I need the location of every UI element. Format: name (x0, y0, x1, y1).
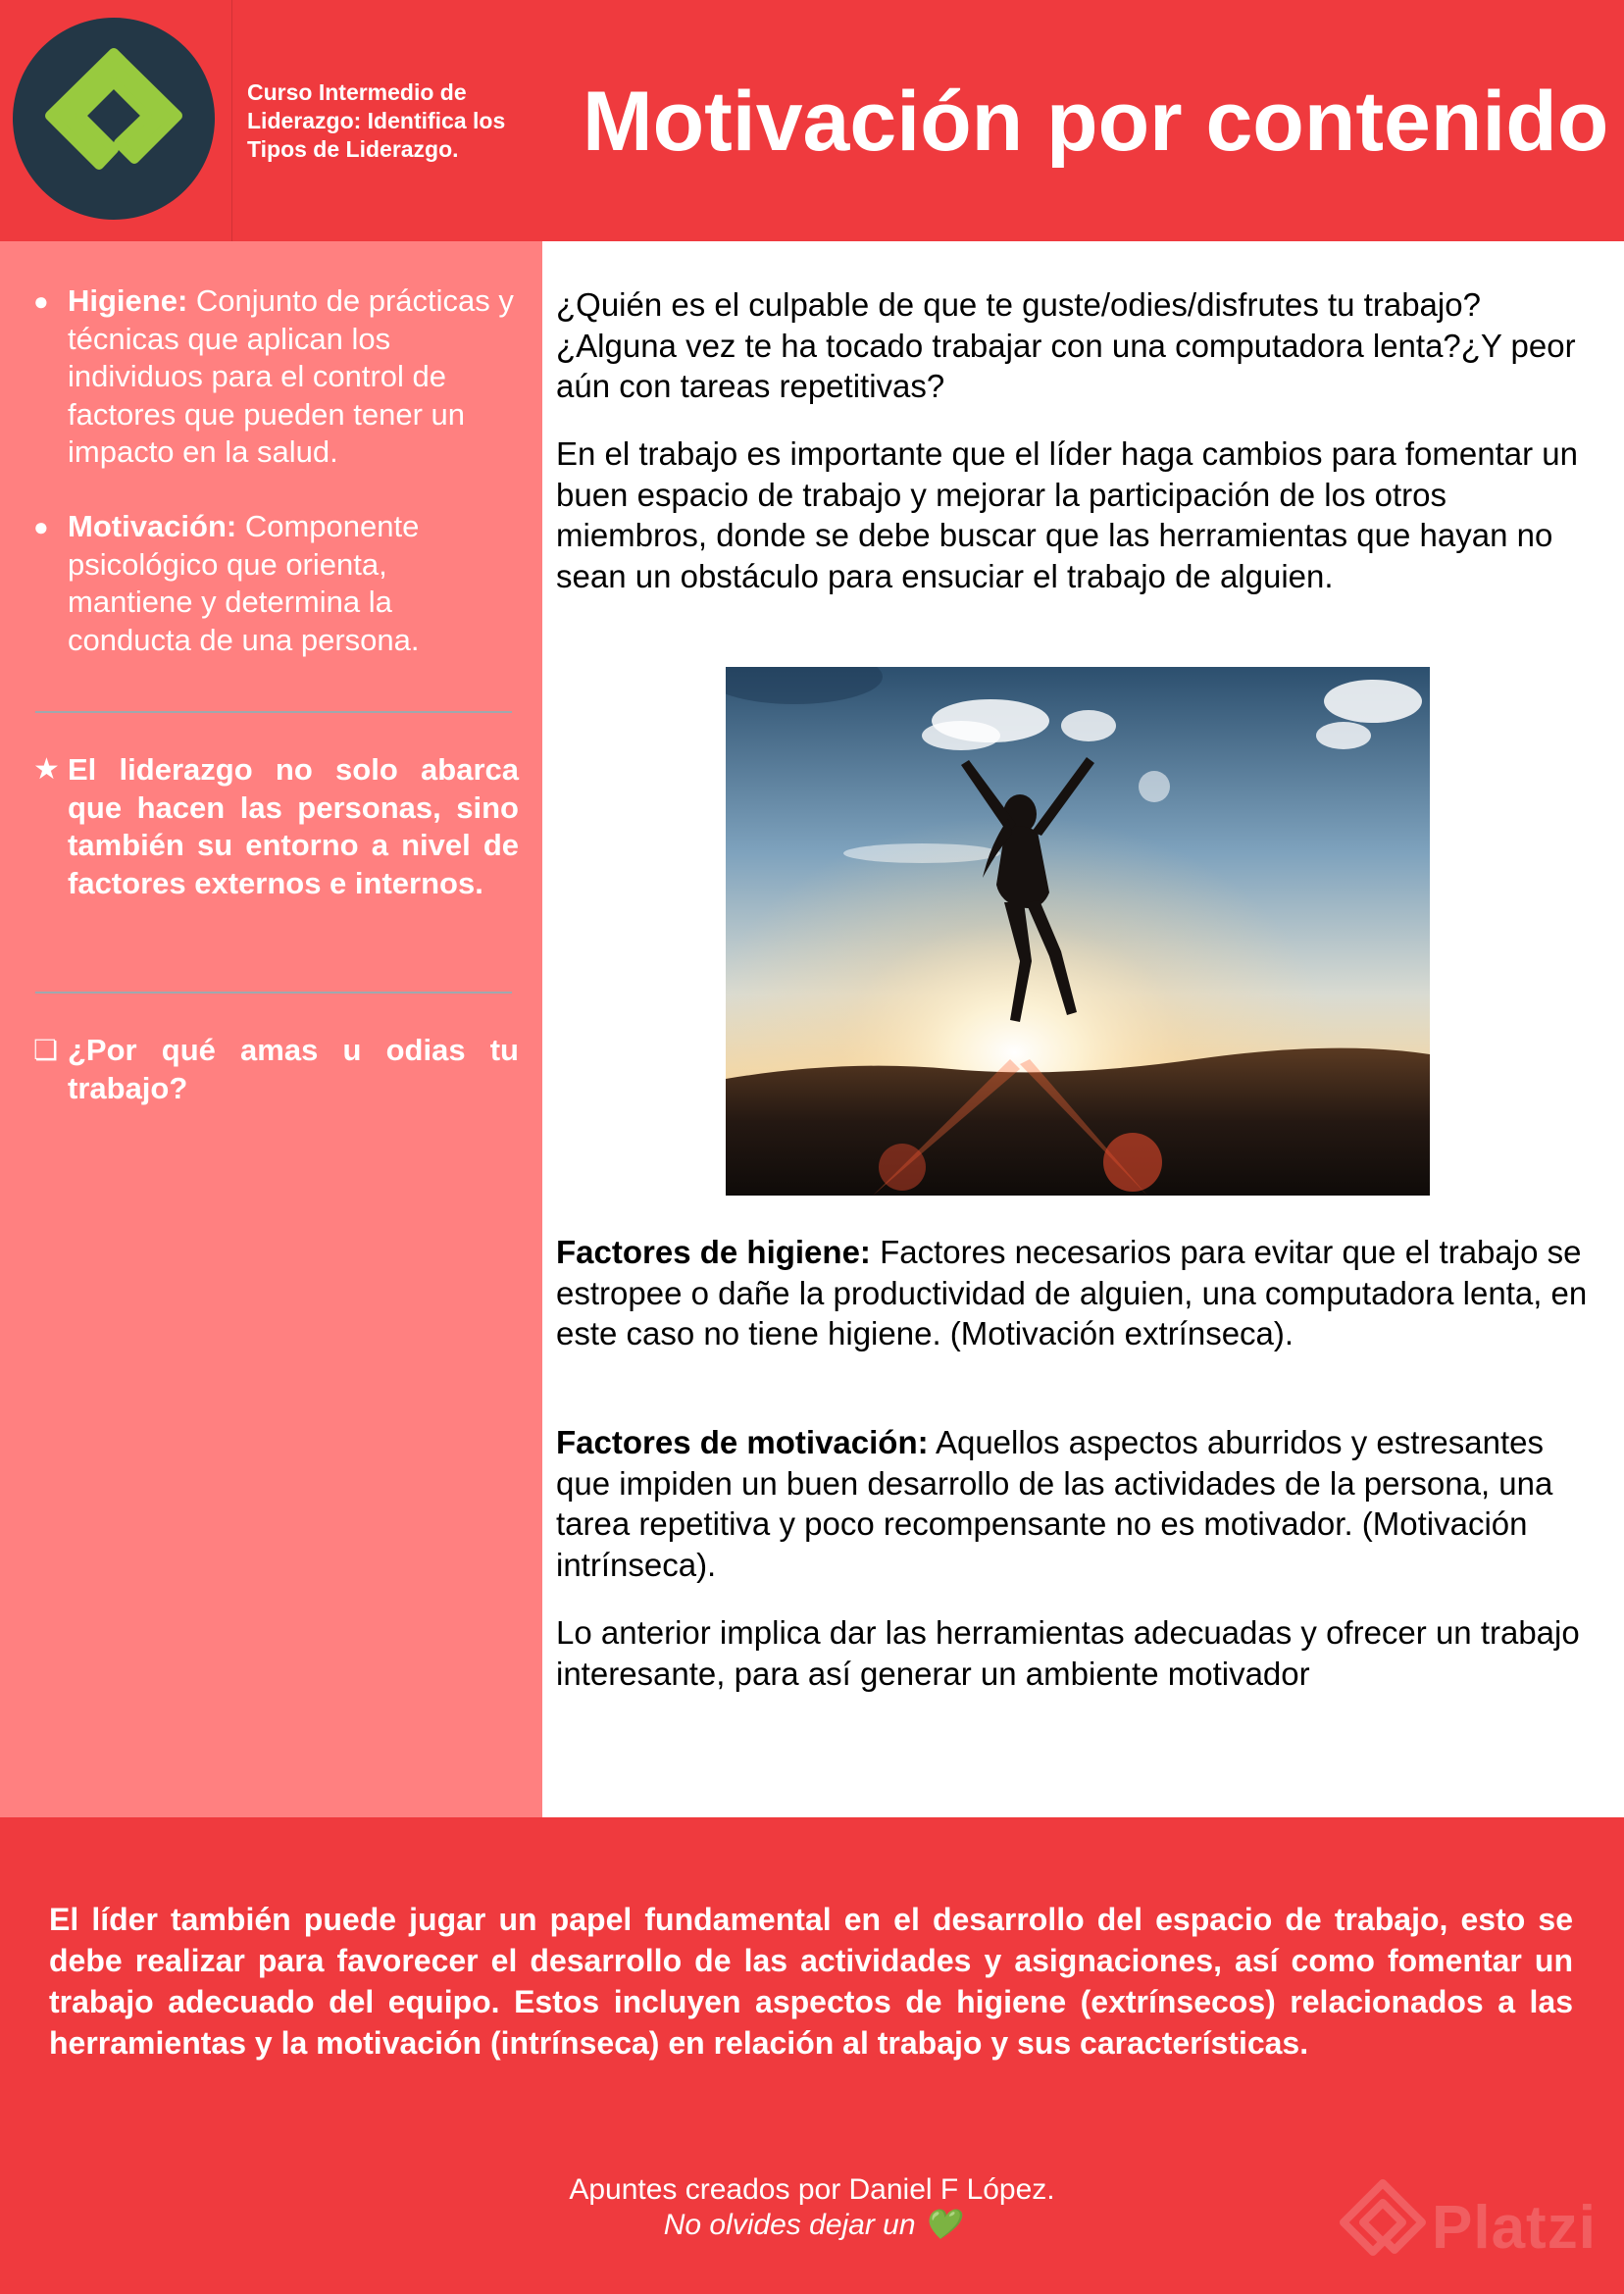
divider (35, 711, 512, 713)
intro-paragraph: ¿Quién es el culpable de que te guste/odies/disfrutes tu trabajo? ¿Alguna vez te ha tocado trabajar con una computadora lenta?¿Y peor aún con tareas repetitivas? (556, 286, 1576, 404)
hygiene-factors (556, 1232, 1592, 1354)
platzi-watermark (1334, 2175, 1608, 2273)
note-text: El liderazgo no solo abarca que hacen las personas, sino también su entorno a nivel de factores externos e internos. (68, 752, 519, 900)
page-title: Motivación por contenido (583, 75, 1609, 169)
logo-cell (0, 0, 232, 241)
definition-motivacion (33, 508, 519, 659)
author-credit: Apuntes creados por Daniel F López. (569, 2173, 1055, 2206)
sidebar (0, 241, 542, 1817)
bullet-icon: ● (33, 286, 49, 316)
conclusion-paragraph: Lo anterior implica dar las herramientas adecuadas y ofrecer un trabajo interesante, para así generar un ambiente motivador (556, 1614, 1580, 1692)
definition-text: Conjunto de prácticas y técnicas que aplican los individuos para el control de factores que pueden tener un impacto en la salud. (68, 283, 514, 469)
definition-term: Higiene: (68, 283, 188, 318)
hygiene-text: Factores necesarios para evitar que el trabajo se estropee o dañe la productividad de alguien, una computadora lenta, en este caso no tiene higiene. (Motivación extrínseca). (556, 1234, 1588, 1351)
jumping-person-photo (726, 667, 1430, 1196)
reminder-text: No olvides dejar un 💚 (663, 2209, 961, 2241)
definition-higiene (33, 282, 519, 472)
question (33, 1032, 519, 1107)
platzi-logo-icon (13, 18, 215, 220)
footer-summary: El líder también puede jugar un papel fundamental en el desarrollo del espacio de trabajo, esto se debe realizar para favorecer el desarrollo de las actividades y asignaciones, así como fomentar un trabajo adecuado del equipo. Estos incluyen aspectos de higiene (extrínsecos) relacionados a las herramientas y la motivación (intrínseca) en relación al trabajo y sus características. (49, 1902, 1573, 2061)
watermark-text: Platzi (1432, 2194, 1597, 2262)
motivation-text: Aquellos aspectos aburridos y estresantes que impiden un buen desarrollo de las actividades de la persona, una tarea repetitiva y poco recompensante no es motivador. (Motivación intrínseca). (556, 1424, 1553, 1583)
sunset-jump-image (726, 667, 1430, 1196)
motivation-factors (556, 1422, 1592, 1585)
workspace-paragraph: En el trabajo es importante que el líder haga cambios para fomentar un buen espacio de trabajo y mejorar la participación de los otros miembros, donde se debe buscar que las herramientas que hayan no sean un obstáculo para ensuciar el trabajo de alguien. (556, 435, 1578, 594)
course-title: Curso Intermedio de Liderazgo: Identifica los Tipos de Liderazgo. (247, 79, 506, 162)
question-text: ¿Por qué amas u odias tu trabajo? (68, 1033, 519, 1105)
hygiene-term: Factores de higiene: (556, 1234, 871, 1270)
divider (35, 992, 512, 994)
leadership-note (33, 751, 519, 902)
bullet-icon: ● (33, 512, 49, 541)
platzi-watermark-icon (1334, 2175, 1432, 2273)
checkbox-icon: ❏ (33, 1035, 59, 1065)
platzi-logo (13, 18, 215, 220)
star-icon: ★ (33, 753, 60, 786)
definition-term: Motivación: (68, 509, 237, 543)
header-banner (0, 0, 1624, 241)
definition-text: Componente psicológico que orienta, mantiene y determina la conducta de una persona. (68, 509, 420, 657)
motivation-term: Factores de motivación: (556, 1424, 929, 1460)
